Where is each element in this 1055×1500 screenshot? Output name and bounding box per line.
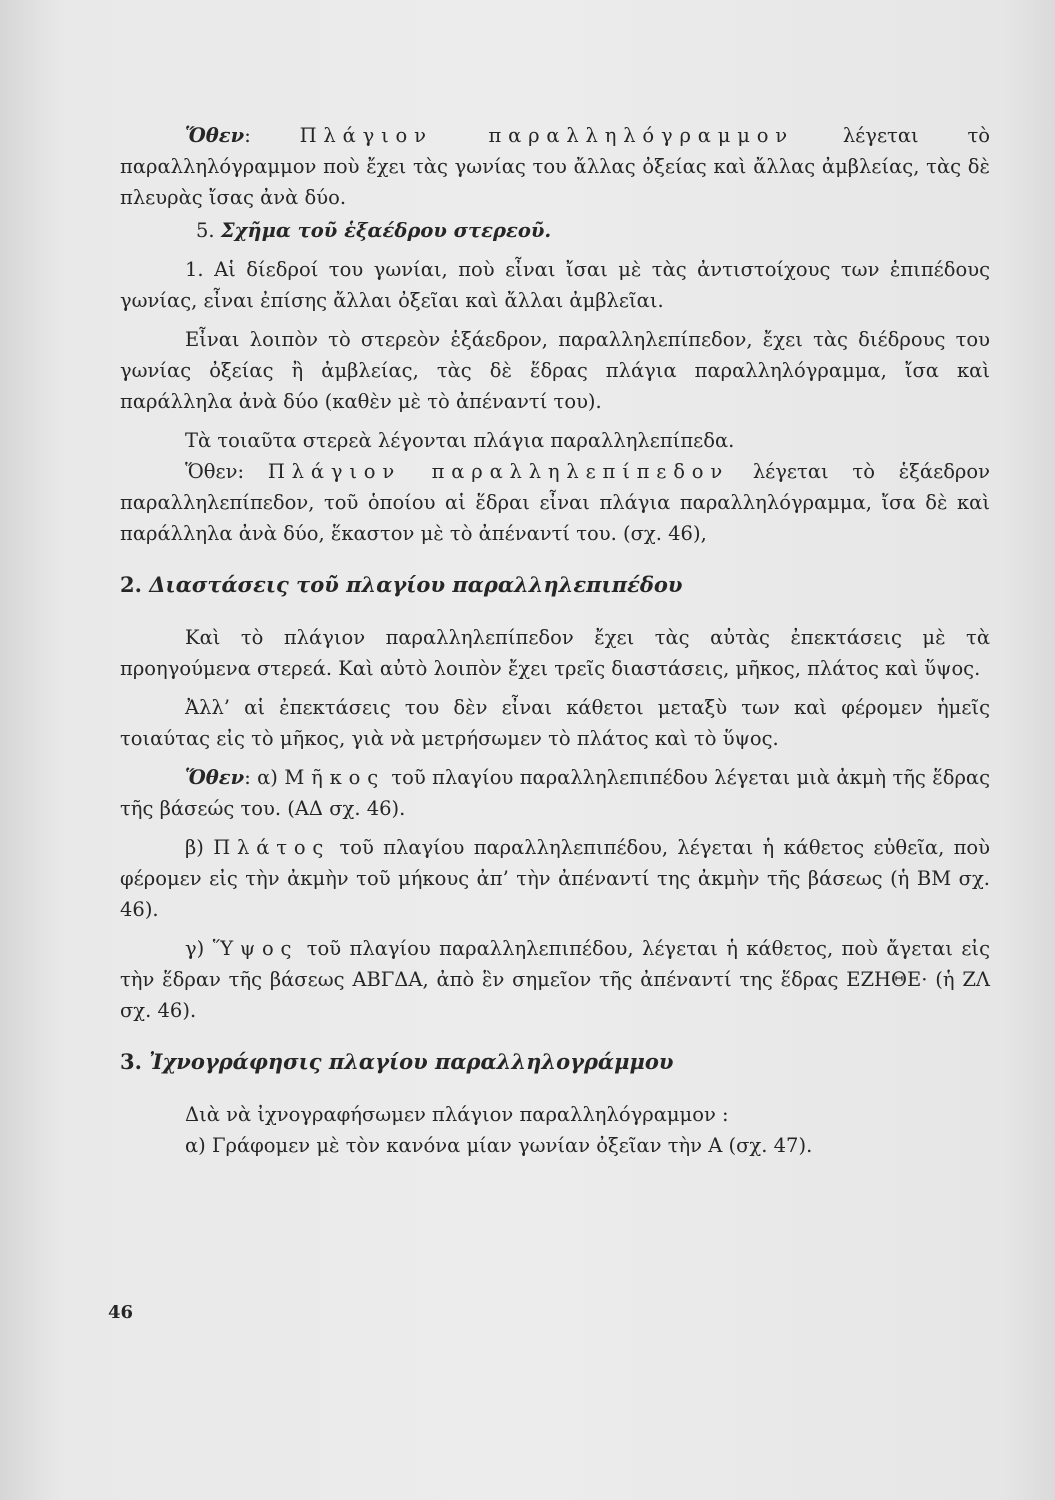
paragraph-step-a: α) Γράφομεν μὲ τὸν κανόνα μίαν γωνίαν ὀξεῖαν τὴν Α (σχ. 47).	[185, 1134, 813, 1157]
paragraph-oblique-parallelepiped-definition	[120, 456, 990, 549]
lead-word: Ὅθεν	[185, 766, 245, 789]
section-2-heading	[120, 569, 990, 600]
lead-word: Ὅθεν	[185, 460, 238, 483]
heading-number: 2.	[120, 572, 150, 597]
colon: :	[244, 124, 300, 147]
paragraph-oblique-parallelogram-definition	[120, 120, 990, 213]
definition-text: τοῦ πλαγίου παραλληλεπιπέδου λέγεται μιὰ ἀκμὴ τῆς ἕδρας τῆς βάσεώς του. (ΑΔ σχ. 46).	[120, 766, 990, 820]
heading-title: Ἰχνογράφησις πλαγίου παραλληλογράμμου	[149, 1049, 674, 1074]
heading-title: Διαστάσεις τοῦ πλαγίου παραλληλεπιπέδου	[149, 572, 683, 597]
colon: :	[237, 460, 268, 483]
paragraph-height-definition	[120, 933, 990, 1026]
paragraph-extensions: Καὶ τὸ πλάγιον παραλληλεπίπεδον ἔχει τὰς αὐτὰς ἐπεκτάσεις μὲ τὰ προηγούμενα στερεά. Καὶ αὐτὸ λοιπὸν ἔχει τρεῖς διαστάσεις, μῆκος, πλάτος καὶ ὕψος.	[120, 626, 990, 680]
item-prefix: γ)	[185, 937, 213, 960]
item-prefix: β)	[185, 836, 214, 859]
defined-term: Ὕψος	[212, 937, 299, 960]
paragraph-dihedral-angles: 1. Αἱ δίεδροί του γωνίαι, ποὺ εἶναι ἴσαι μὲ τὰς ἀντιστοίχους των ἐπιπέδους γωνίας, εἶναι ἐπίσης ἄλλαι ὀξεῖαι καὶ ἄλλαι ἀμβλεῖαι.	[120, 258, 990, 312]
section-number: 5.	[196, 219, 221, 242]
defined-term: Μῆκος	[284, 766, 385, 789]
page-body	[120, 120, 990, 1161]
definition-text: λέγεται τὸ ἑξάεδρον παραλληλεπίπεδον, τοῦ ὁποίου αἱ ἕδραι εἶναι πλάγια παραλληλόγραμμα, ἴσα δὲ καὶ παράλληλα ἀνὰ δύο, ἕκαστον μὲ τὸ ἀπέναντί του. (σχ. 46),	[120, 460, 990, 545]
page-number: 46	[108, 1302, 134, 1323]
defined-term: Πλάγιον παραλληλεπίπεδον	[267, 460, 730, 483]
definition-text: τοῦ πλαγίου παραλληλεπιπέδου, λέγεται ἡ κάθετος, ποὺ ἄγεται εἰς τὴν ἕδραν τῆς βάσεως ΑΒΓΔΑ, ἀπὸ ἓν σημεῖον τῆς ἀπέναντί της ἕδρας ΕΖΗΘΕ· (ἡ ΖΛ σχ. 46).	[120, 937, 990, 1022]
paragraph-hexahedron: Εἶναι λοιπὸν τὸ στερεὸν ἑξάεδρον, παραλληλεπίπεδον, ἔχει τὰς διέδρους του γωνίας ὀξείας ἢ ἀμβλείας, τὰς δὲ ἕδρας πλάγια παραλληλόγραμμα, ἴσα καὶ παράλληλα ἀνὰ δύο (καθὲν μὲ τὸ ἀπέναντί του).	[120, 328, 990, 413]
section-title-text: Σχῆμα τοῦ ἑξαέδρου στερεοῦ.	[220, 219, 552, 242]
lead-word: Ὅθεν	[185, 124, 245, 147]
paragraph-such-solids: Τὰ τοιαῦτα στερεὰ λέγονται πλάγια παραλληλεπίπεδα.	[185, 429, 735, 452]
definition-text: τοῦ πλαγίου παραλληλεπιπέδου, λέγεται ἡ κάθετος εὐθεῖα, ποὺ φέρομεν εἰς τὴν ἀκμὴν τοῦ μήκους ἀπ’ τὴν ἀπέναντί της ἀκμὴν τῆς βάσεως (ἡ ΒΜ σχ. 46).	[120, 836, 990, 921]
paragraph-width-definition	[120, 832, 990, 925]
section-5-title	[196, 215, 990, 246]
defined-term: Πλάτος	[213, 836, 331, 859]
item-prefix: : α)	[244, 766, 285, 789]
paragraph-drawing-intro: Διὰ νὰ ἰχνογραφήσωμεν πλάγιον παραλληλόγραμμον :	[185, 1103, 729, 1126]
defined-term: Πλάγιον παραλληλόγραμμον	[299, 124, 794, 147]
paragraph-length-definition	[120, 762, 990, 824]
definition-text: λέγεται τὸ παραλληλόγραμμον ποὺ ἔχει τὰς γωνίας του ἄλλας ὀξείας καὶ ἄλλας ἀμβλείας, τὰς δὲ πλευρὰς ἴσας ἀνὰ δύο.	[120, 124, 990, 209]
section-3-heading	[120, 1046, 990, 1077]
heading-number: 3.	[120, 1049, 150, 1074]
paragraph-not-perpendicular: Ἀλλ’ αἱ ἐπεκτάσεις του δὲν εἶναι κάθετοι μεταξὺ των καὶ φέρομεν ἡμεῖς τοιαύτας εἰς τὸ μῆκος, γιὰ νὰ μετρήσωμεν τὸ πλάτος καὶ τὸ ὕψος.	[120, 696, 990, 750]
